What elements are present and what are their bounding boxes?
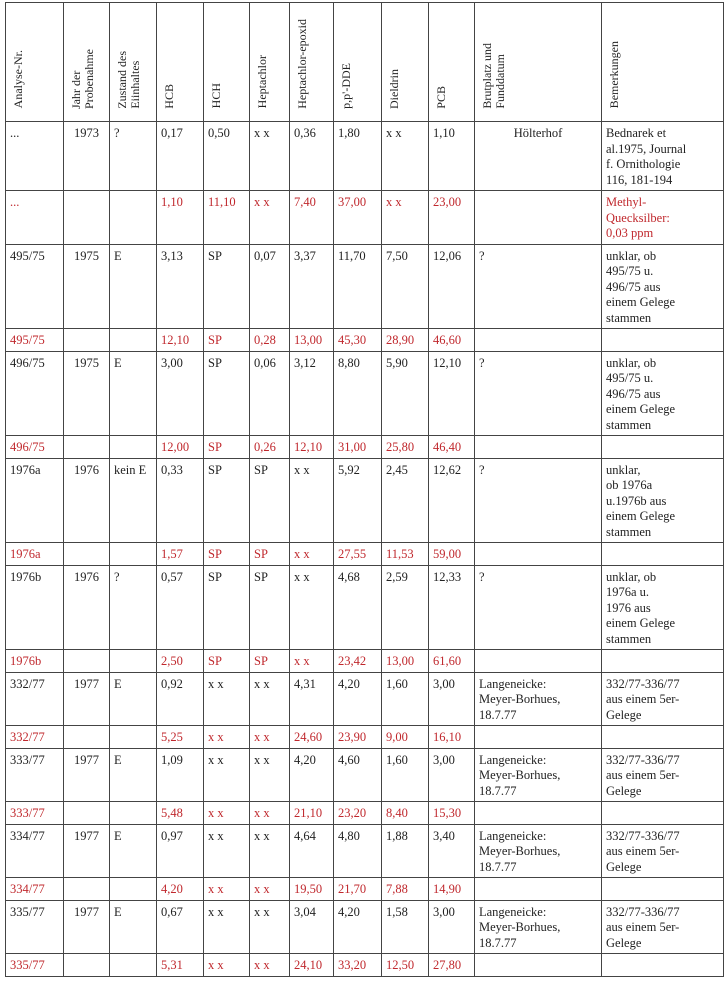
cell-pcb: 12,62 — [429, 458, 475, 543]
cell-pcb: 59,00 — [429, 543, 475, 566]
cell-jahr — [64, 650, 110, 673]
cell-bemerkungen — [602, 878, 724, 901]
cell-heptachlor-epoxid: 19,50 — [290, 878, 334, 901]
cell-bemerkungen: Bednarek et al.1975, Journal f. Ornithologie 116, 181-194 — [602, 122, 724, 191]
cell-heptachlor: SP — [250, 565, 290, 650]
cell-analyse-nr: 334/77 — [6, 878, 64, 901]
cell-pcb: 12,06 — [429, 244, 475, 329]
table-row — [6, 122, 724, 191]
table-row — [6, 748, 724, 802]
cell-hch: x x — [204, 878, 250, 901]
table-row-wet-weight — [6, 436, 724, 459]
cell-brutplatz — [475, 878, 602, 901]
header-row — [6, 3, 724, 122]
cell-brutplatz — [475, 726, 602, 749]
cell-bemerkungen — [602, 436, 724, 459]
table-row-wet-weight — [6, 802, 724, 825]
cell-pcb: 14,90 — [429, 878, 475, 901]
cell-hch: SP — [204, 329, 250, 352]
cell-hch: SP — [204, 650, 250, 673]
cell-heptachlor-epoxid: 4,20 — [290, 748, 334, 802]
cell-zustand: E — [110, 351, 157, 436]
cell-heptachlor-epoxid: x x — [290, 565, 334, 650]
table-row — [6, 824, 724, 878]
residue-table — [5, 2, 724, 977]
cell-analyse-nr: 495/75 — [6, 244, 64, 329]
cell-dieldrin: 7,88 — [382, 878, 429, 901]
cell-hch: SP — [204, 458, 250, 543]
col-header-dde: p,p'-DDE — [334, 3, 382, 122]
cell-zustand: ? — [110, 122, 157, 191]
cell-dieldrin: x x — [382, 191, 429, 245]
cell-bemerkungen: Methyl- Quecksilber: 0,03 ppm — [602, 191, 724, 245]
cell-heptachlor: x x — [250, 802, 290, 825]
col-header-jahr: Jahr der Probenahme — [64, 3, 110, 122]
cell-analyse-nr: 1976a — [6, 543, 64, 566]
cell-dde: 21,70 — [334, 878, 382, 901]
cell-heptachlor: x x — [250, 824, 290, 878]
cell-hcb: 4,20 — [157, 878, 204, 901]
cell-analyse-nr: 495/75 — [6, 329, 64, 352]
cell-pcb: 61,60 — [429, 650, 475, 673]
table-row-wet-weight — [6, 726, 724, 749]
cell-jahr — [64, 954, 110, 977]
cell-dieldrin: 8,40 — [382, 802, 429, 825]
table-row — [6, 244, 724, 329]
cell-hcb: 0,92 — [157, 672, 204, 726]
cell-zustand: E — [110, 900, 157, 954]
cell-hcb: 3,00 — [157, 351, 204, 436]
col-header-zustand: Zustand des Eiinhaltes — [110, 3, 157, 122]
cell-brutplatz: Hölterhof — [475, 122, 602, 191]
cell-jahr — [64, 436, 110, 459]
cell-bemerkungen: unklar, ob 495/75 u. 496/75 aus einem Gelege stammen — [602, 351, 724, 436]
cell-heptachlor: SP — [250, 650, 290, 673]
cell-heptachlor-epoxid: 13,00 — [290, 329, 334, 352]
cell-jahr: 1975 — [64, 351, 110, 436]
cell-hcb: 1,57 — [157, 543, 204, 566]
cell-heptachlor: 0,06 — [250, 351, 290, 436]
cell-dde: 37,00 — [334, 191, 382, 245]
col-header-heptachlor: Heptachlor — [250, 3, 290, 122]
cell-analyse-nr: 496/75 — [6, 436, 64, 459]
cell-heptachlor-epoxid: 21,10 — [290, 802, 334, 825]
cell-analyse-nr: 335/77 — [6, 954, 64, 977]
cell-jahr: 1973 — [64, 122, 110, 191]
cell-zustand: kein E — [110, 458, 157, 543]
cell-jahr: 1977 — [64, 748, 110, 802]
table-row-wet-weight — [6, 878, 724, 901]
cell-hch: 0,50 — [204, 122, 250, 191]
table-row-wet-weight — [6, 954, 724, 977]
cell-analyse-nr: 332/77 — [6, 672, 64, 726]
cell-zustand — [110, 802, 157, 825]
cell-zustand — [110, 650, 157, 673]
table-body — [6, 122, 724, 977]
cell-brutplatz: Langeneicke: Meyer-Borhues, 18.7.77 — [475, 672, 602, 726]
cell-heptachlor-epoxid: 4,64 — [290, 824, 334, 878]
cell-jahr — [64, 543, 110, 566]
cell-zustand — [110, 436, 157, 459]
cell-brutplatz — [475, 954, 602, 977]
cell-hch: SP — [204, 351, 250, 436]
cell-jahr: 1977 — [64, 900, 110, 954]
cell-dieldrin: 5,90 — [382, 351, 429, 436]
table-row-wet-weight — [6, 650, 724, 673]
cell-zustand: E — [110, 824, 157, 878]
cell-brutplatz — [475, 191, 602, 245]
cell-dde: 33,20 — [334, 954, 382, 977]
cell-zustand: E — [110, 244, 157, 329]
table-row-wet-weight — [6, 543, 724, 566]
cell-pcb: 12,33 — [429, 565, 475, 650]
cell-pcb: 3,00 — [429, 672, 475, 726]
cell-heptachlor: x x — [250, 672, 290, 726]
cell-brutplatz — [475, 802, 602, 825]
table-row — [6, 672, 724, 726]
cell-hcb: 5,25 — [157, 726, 204, 749]
cell-pcb: 27,80 — [429, 954, 475, 977]
cell-heptachlor-epoxid: 3,12 — [290, 351, 334, 436]
cell-dieldrin: 1,60 — [382, 748, 429, 802]
cell-dieldrin: x x — [382, 122, 429, 191]
cell-bemerkungen — [602, 726, 724, 749]
cell-zustand — [110, 191, 157, 245]
cell-pcb: 16,10 — [429, 726, 475, 749]
cell-dde: 4,20 — [334, 672, 382, 726]
cell-brutplatz: ? — [475, 351, 602, 436]
cell-brutplatz: ? — [475, 565, 602, 650]
cell-hcb: 2,50 — [157, 650, 204, 673]
cell-hcb: 5,48 — [157, 802, 204, 825]
cell-dieldrin: 2,45 — [382, 458, 429, 543]
cell-hch: SP — [204, 436, 250, 459]
cell-heptachlor: x x — [250, 748, 290, 802]
cell-analyse-nr: 334/77 — [6, 824, 64, 878]
table-row-wet-weight — [6, 329, 724, 352]
cell-hcb: 1,10 — [157, 191, 204, 245]
cell-hcb: 5,31 — [157, 954, 204, 977]
cell-bemerkungen: unklar, ob 1976a u. 1976 aus einem Gelege stammen — [602, 565, 724, 650]
cell-bemerkungen — [602, 954, 724, 977]
cell-dieldrin: 9,00 — [382, 726, 429, 749]
cell-heptachlor: x x — [250, 900, 290, 954]
cell-pcb: 3,00 — [429, 748, 475, 802]
cell-jahr — [64, 802, 110, 825]
cell-dieldrin: 1,88 — [382, 824, 429, 878]
table-row-wet-weight — [6, 191, 724, 245]
cell-hcb: 0,17 — [157, 122, 204, 191]
cell-bemerkungen — [602, 329, 724, 352]
cell-bemerkungen: 332/77-336/77 aus einem 5er- Gelege — [602, 672, 724, 726]
cell-dde: 23,42 — [334, 650, 382, 673]
cell-heptachlor-epoxid: 7,40 — [290, 191, 334, 245]
cell-heptachlor: SP — [250, 458, 290, 543]
cell-dde: 11,70 — [334, 244, 382, 329]
cell-heptachlor: 0,28 — [250, 329, 290, 352]
cell-analyse-nr: 335/77 — [6, 900, 64, 954]
cell-zustand: E — [110, 672, 157, 726]
col-header-heptachlor-epoxid: Heptachlor-epoxid — [290, 3, 334, 122]
cell-dieldrin: 13,00 — [382, 650, 429, 673]
cell-zustand — [110, 954, 157, 977]
cell-brutplatz: ? — [475, 458, 602, 543]
cell-dde: 23,90 — [334, 726, 382, 749]
cell-heptachlor-epoxid: 4,31 — [290, 672, 334, 726]
cell-dde: 4,80 — [334, 824, 382, 878]
cell-jahr: 1977 — [64, 824, 110, 878]
cell-brutplatz — [475, 329, 602, 352]
table-row — [6, 458, 724, 543]
cell-hch: SP — [204, 543, 250, 566]
cell-zustand — [110, 543, 157, 566]
cell-heptachlor-epoxid: 24,10 — [290, 954, 334, 977]
cell-analyse-nr: 1976a — [6, 458, 64, 543]
cell-hcb: 0,33 — [157, 458, 204, 543]
cell-dde: 23,20 — [334, 802, 382, 825]
cell-pcb: 12,10 — [429, 351, 475, 436]
cell-pcb: 46,60 — [429, 329, 475, 352]
cell-heptachlor: x x — [250, 954, 290, 977]
cell-zustand — [110, 726, 157, 749]
cell-hcb: 0,97 — [157, 824, 204, 878]
cell-hch: x x — [204, 802, 250, 825]
cell-brutplatz — [475, 436, 602, 459]
col-header-hcb: HCB — [157, 3, 204, 122]
cell-heptachlor: 0,07 — [250, 244, 290, 329]
cell-dde: 45,30 — [334, 329, 382, 352]
cell-hch: x x — [204, 726, 250, 749]
cell-hcb: 0,67 — [157, 900, 204, 954]
cell-dieldrin: 25,80 — [382, 436, 429, 459]
cell-jahr: 1976 — [64, 565, 110, 650]
cell-hch: x x — [204, 900, 250, 954]
cell-jahr: 1977 — [64, 672, 110, 726]
cell-dde: 5,92 — [334, 458, 382, 543]
cell-hcb: 1,09 — [157, 748, 204, 802]
cell-heptachlor: x x — [250, 122, 290, 191]
cell-analyse-nr: 333/77 — [6, 802, 64, 825]
cell-hcb: 12,10 — [157, 329, 204, 352]
cell-heptachlor: x x — [250, 878, 290, 901]
cell-analyse-nr: 332/77 — [6, 726, 64, 749]
cell-hcb: 12,00 — [157, 436, 204, 459]
col-header-dieldrin: Dieldrin — [382, 3, 429, 122]
cell-dde: 1,80 — [334, 122, 382, 191]
cell-analyse-nr: 333/77 — [6, 748, 64, 802]
cell-brutplatz: Langeneicke: Meyer-Borhues, 18.7.77 — [475, 900, 602, 954]
cell-pcb: 3,00 — [429, 900, 475, 954]
cell-hch: SP — [204, 565, 250, 650]
cell-dde: 4,20 — [334, 900, 382, 954]
cell-dieldrin: 1,60 — [382, 672, 429, 726]
table-row — [6, 351, 724, 436]
cell-bemerkungen: 332/77-336/77 aus einem 5er- Gelege — [602, 900, 724, 954]
cell-zustand: E — [110, 748, 157, 802]
cell-heptachlor-epoxid: 12,10 — [290, 436, 334, 459]
cell-heptachlor-epoxid: 3,04 — [290, 900, 334, 954]
cell-brutplatz: Langeneicke: Meyer-Borhues, 18.7.77 — [475, 748, 602, 802]
cell-hch: x x — [204, 672, 250, 726]
cell-heptachlor-epoxid: x x — [290, 650, 334, 673]
cell-brutplatz: ? — [475, 244, 602, 329]
cell-heptachlor-epoxid: 0,36 — [290, 122, 334, 191]
cell-pcb: 46,40 — [429, 436, 475, 459]
cell-jahr: 1975 — [64, 244, 110, 329]
cell-dieldrin: 12,50 — [382, 954, 429, 977]
cell-zustand — [110, 878, 157, 901]
cell-dieldrin: 11,53 — [382, 543, 429, 566]
cell-hch: x x — [204, 748, 250, 802]
cell-heptachlor-epoxid: x x — [290, 543, 334, 566]
cell-analyse-nr: 496/75 — [6, 351, 64, 436]
cell-bemerkungen: unklar, ob 495/75 u. 496/75 aus einem Gelege stammen — [602, 244, 724, 329]
cell-dieldrin: 7,50 — [382, 244, 429, 329]
cell-zustand: ? — [110, 565, 157, 650]
col-header-hch: HCH — [204, 3, 250, 122]
cell-pcb: 3,40 — [429, 824, 475, 878]
cell-bemerkungen — [602, 802, 724, 825]
cell-brutplatz: Langeneicke: Meyer-Borhues, 18.7.77 — [475, 824, 602, 878]
cell-dieldrin: 2,59 — [382, 565, 429, 650]
cell-analyse-nr: 1976b — [6, 650, 64, 673]
cell-jahr — [64, 329, 110, 352]
cell-analyse-nr: 1976b — [6, 565, 64, 650]
cell-dieldrin: 1,58 — [382, 900, 429, 954]
cell-heptachlor-epoxid: x x — [290, 458, 334, 543]
cell-hch: x x — [204, 954, 250, 977]
cell-bemerkungen: 332/77-336/77 aus einem 5er- Gelege — [602, 748, 724, 802]
cell-heptachlor-epoxid: 24,60 — [290, 726, 334, 749]
cell-heptachlor: 0,26 — [250, 436, 290, 459]
cell-analyse-nr: ... — [6, 191, 64, 245]
cell-dde: 31,00 — [334, 436, 382, 459]
cell-analyse-nr: ... — [6, 122, 64, 191]
cell-hch: SP — [204, 244, 250, 329]
col-header-brutplatz: Brutplatz und Funddatum — [475, 3, 602, 122]
cell-zustand — [110, 329, 157, 352]
cell-heptachlor: SP — [250, 543, 290, 566]
cell-pcb: 23,00 — [429, 191, 475, 245]
cell-jahr — [64, 878, 110, 901]
col-header-analyse-nr: Analyse-Nr. — [6, 3, 64, 122]
cell-pcb: 1,10 — [429, 122, 475, 191]
cell-hch: 11,10 — [204, 191, 250, 245]
table-row — [6, 565, 724, 650]
cell-heptachlor-epoxid: 3,37 — [290, 244, 334, 329]
cell-heptachlor: x x — [250, 191, 290, 245]
cell-bemerkungen — [602, 543, 724, 566]
cell-brutplatz — [475, 543, 602, 566]
cell-bemerkungen: 332/77-336/77 aus einem 5er- Gelege — [602, 824, 724, 878]
cell-dde: 8,80 — [334, 351, 382, 436]
cell-jahr: 1976 — [64, 458, 110, 543]
cell-pcb: 15,30 — [429, 802, 475, 825]
table-row — [6, 900, 724, 954]
cell-jahr — [64, 726, 110, 749]
col-header-bemerkungen: Bemerkungen — [602, 3, 724, 122]
cell-brutplatz — [475, 650, 602, 673]
cell-hcb: 0,57 — [157, 565, 204, 650]
cell-dde: 27,55 — [334, 543, 382, 566]
col-header-pcb: PCB — [429, 3, 475, 122]
cell-bemerkungen — [602, 650, 724, 673]
cell-jahr — [64, 191, 110, 245]
cell-bemerkungen: unklar, ob 1976a u.1976b aus einem Gelege stammen — [602, 458, 724, 543]
cell-dde: 4,68 — [334, 565, 382, 650]
cell-dieldrin: 28,90 — [382, 329, 429, 352]
cell-dde: 4,60 — [334, 748, 382, 802]
cell-hcb: 3,13 — [157, 244, 204, 329]
cell-heptachlor: x x — [250, 726, 290, 749]
cell-hch: x x — [204, 824, 250, 878]
